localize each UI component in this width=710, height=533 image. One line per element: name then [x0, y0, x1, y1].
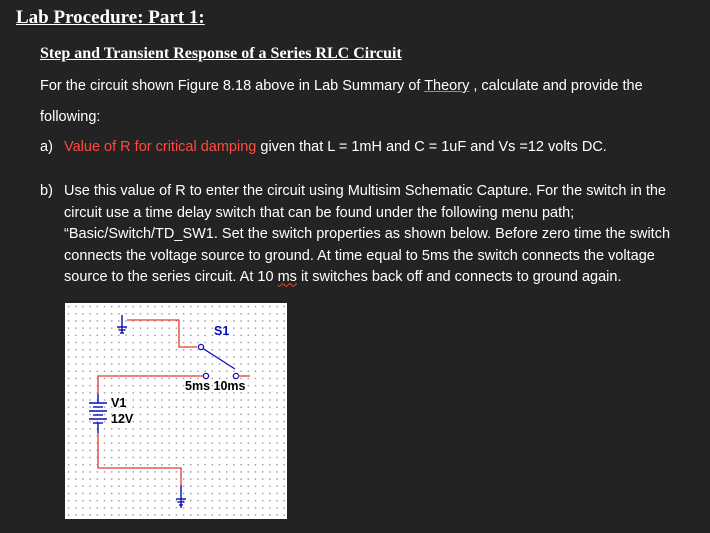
intro-text: For the circuit shown Figure 8.18 above in Lab Summary of [40, 78, 425, 94]
switch-times: 5ms 10ms [185, 379, 246, 393]
list-item-a [40, 139, 700, 155]
item-marker: b) [40, 183, 53, 199]
section-subtitle: Step and Transient Response of a Series RLC Circuit [40, 45, 402, 62]
source-label: V1 [111, 396, 127, 410]
item-b-text: Use this value of R to enter the circuit using Multisim Schematic Capture. For the switch in the circuit use a time delay switch that can be found under the following menu path; “Basic/Switch/TD_SW1. Set the switch properties as shown below. Before zero time the switch connects the voltage source to ground. At time equal to 5ms the switch connects the voltage source to the series circuit. At 10 [64, 183, 671, 286]
switch-label: S1 [214, 324, 230, 338]
item-b-text-tail: it switches back off and connects to ground again. [296, 269, 622, 286]
intro-text-tail: , calculate and provide the [469, 78, 643, 94]
switch-s1-icon [198, 344, 238, 378]
item-marker: a) [40, 139, 53, 155]
battery-v1-icon [89, 394, 107, 433]
page-title: Lab Procedure: Part 1: [16, 7, 205, 28]
source-value: 12V [111, 412, 134, 426]
schematic-drawing [65, 303, 287, 519]
wire-top [127, 320, 197, 347]
list-item-b [40, 181, 700, 289]
ground-bottom-icon [176, 485, 186, 508]
intro-paragraph [40, 71, 690, 133]
spellcheck-word: ms [277, 269, 297, 286]
ground-top-icon [117, 315, 127, 333]
multisim-schematic [65, 303, 287, 519]
item-a-text: given that L = 1mH and C = 1uF and Vs =12 volts DC. [256, 139, 607, 155]
intro-text-line2: following: [40, 109, 101, 125]
wire-bottom [98, 433, 181, 485]
critical-damping-highlight: Value of R for critical damping [64, 139, 257, 155]
theory-link[interactable]: Theory [424, 78, 470, 94]
